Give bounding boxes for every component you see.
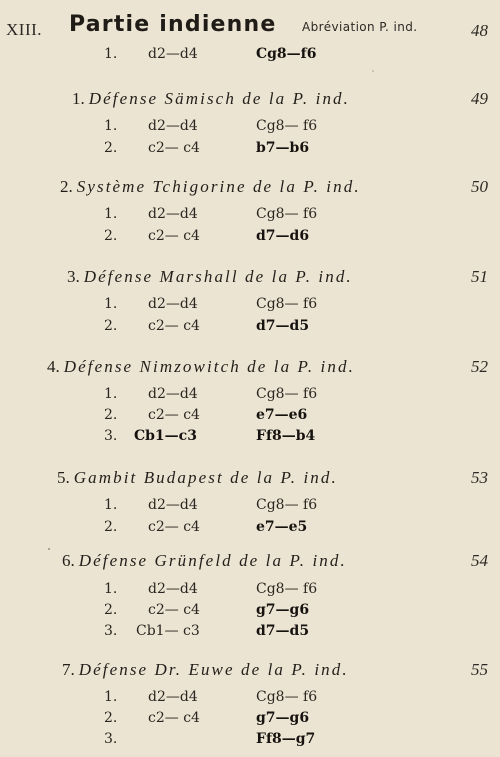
- move-row: [0, 228, 500, 248]
- section-number: 3.: [67, 267, 80, 286]
- white-move: c2— c4: [148, 710, 200, 726]
- white-move: c2— c4: [148, 140, 200, 156]
- page-number: 55: [471, 660, 488, 679]
- page-number: 50: [471, 177, 488, 196]
- white-move: Cb1— c3: [136, 623, 200, 639]
- white-move: d2—d4: [148, 296, 198, 312]
- move-number: 1.: [104, 46, 118, 62]
- white-move: d2—d4: [148, 689, 198, 705]
- black-move: d7—d6: [256, 228, 310, 244]
- move-row: [0, 296, 500, 316]
- black-move: d7—d5: [256, 318, 310, 334]
- move-row: [0, 407, 500, 427]
- black-move: b7—b6: [256, 140, 310, 156]
- black-move: Ff8—b4: [256, 428, 316, 444]
- section-number: 2.: [60, 177, 73, 196]
- move-number: 1.: [104, 118, 118, 134]
- move-number: 1.: [104, 386, 118, 402]
- move-number: 2.: [104, 318, 118, 334]
- page-number: 51: [471, 267, 488, 286]
- white-move: d2—d4: [148, 206, 198, 222]
- section-title: [47, 357, 355, 377]
- move-number: 2.: [104, 228, 118, 244]
- section-title: [62, 551, 347, 571]
- white-move: d2—d4: [148, 581, 198, 597]
- section-number: 4.: [47, 357, 60, 376]
- page-number: 48: [471, 21, 488, 40]
- section-title: [60, 177, 361, 197]
- move-number: 3.: [104, 731, 118, 747]
- black-move: Cg8— f6: [256, 689, 318, 705]
- move-row: [0, 689, 500, 709]
- section-name: Défense Nimzowitch de la P. ind.: [63, 357, 355, 376]
- move-row: [0, 581, 500, 601]
- move-number: 2.: [104, 602, 118, 618]
- move-row: [0, 497, 500, 517]
- black-move: Cg8—f6: [256, 46, 317, 62]
- move-row: [0, 46, 500, 66]
- chapter-abbreviation: Abréviation P. ind.: [302, 20, 418, 34]
- move-number: 3.: [104, 428, 118, 444]
- move-row: [0, 118, 500, 138]
- section-name: Gambit Budapest de la P. ind.: [73, 468, 338, 487]
- section-number: 5.: [57, 468, 70, 487]
- paper-speck: [372, 70, 374, 72]
- chapter-title: Partie indienne: [69, 12, 277, 37]
- black-move: Cg8— f6: [256, 581, 318, 597]
- move-number: 2.: [104, 407, 118, 423]
- page-number: 52: [471, 357, 488, 376]
- white-move: Cb1—c3: [134, 428, 197, 444]
- section-title: [72, 89, 350, 109]
- move-row: [0, 318, 500, 338]
- white-move: c2— c4: [148, 602, 200, 618]
- black-move: Cg8— f6: [256, 386, 318, 402]
- section-name: Défense Sämisch de la P. ind.: [88, 89, 350, 108]
- move-row: [0, 710, 500, 730]
- move-number: 1.: [104, 581, 118, 597]
- move-number: 1.: [104, 206, 118, 222]
- move-row: [0, 428, 500, 448]
- section-title: [57, 468, 338, 488]
- section-title: [62, 660, 349, 680]
- move-number: 1.: [104, 689, 118, 705]
- section-number: 7.: [62, 660, 75, 679]
- white-move: d2—d4: [148, 497, 198, 513]
- black-move: e7—e5: [256, 519, 308, 535]
- white-move: c2— c4: [148, 519, 200, 535]
- white-move: c2— c4: [148, 318, 200, 334]
- move-row: [0, 519, 500, 539]
- move-row: [0, 140, 500, 160]
- black-move: Cg8— f6: [256, 497, 318, 513]
- section-number: 1.: [72, 89, 85, 108]
- white-move: d2—d4: [148, 386, 198, 402]
- chapter-number: XIII.: [6, 20, 43, 39]
- section-name: Défense Dr. Euwe de la P. ind.: [78, 660, 349, 679]
- white-move: d2—d4: [148, 118, 198, 134]
- move-number: 2.: [104, 710, 118, 726]
- black-move: Cg8— f6: [256, 206, 318, 222]
- move-row: [0, 731, 500, 751]
- white-move: d2—d4: [148, 46, 198, 62]
- move-row: [0, 206, 500, 226]
- section-name: Système Tchigorine de la P. ind.: [76, 177, 361, 196]
- black-move: e7—e6: [256, 407, 308, 423]
- move-row: [0, 602, 500, 622]
- section-title: [67, 267, 353, 287]
- page-number: 53: [471, 468, 488, 487]
- chapter-header: [0, 10, 500, 44]
- black-move: Cg8— f6: [256, 118, 318, 134]
- page-number: 54: [471, 551, 488, 570]
- page-number: 49: [471, 89, 488, 108]
- move-number: 2.: [104, 519, 118, 535]
- move-number: 1.: [104, 497, 118, 513]
- white-move: c2— c4: [148, 228, 200, 244]
- black-move: g7—g6: [256, 710, 310, 726]
- black-move: Ff8—g7: [256, 731, 316, 747]
- section-number: 6.: [62, 551, 75, 570]
- move-number: 1.: [104, 296, 118, 312]
- paper-speck: [48, 548, 50, 550]
- move-row: [0, 623, 500, 643]
- move-row: [0, 386, 500, 406]
- black-move: g7—g6: [256, 602, 310, 618]
- move-number: 2.: [104, 140, 118, 156]
- black-move: Cg8— f6: [256, 296, 318, 312]
- section-name: Défense Marshall de la P. ind.: [83, 267, 353, 286]
- white-move: c2— c4: [148, 407, 200, 423]
- section-name: Défense Grünfeld de la P. ind.: [78, 551, 347, 570]
- black-move: d7—d5: [256, 623, 310, 639]
- move-number: 3.: [104, 623, 118, 639]
